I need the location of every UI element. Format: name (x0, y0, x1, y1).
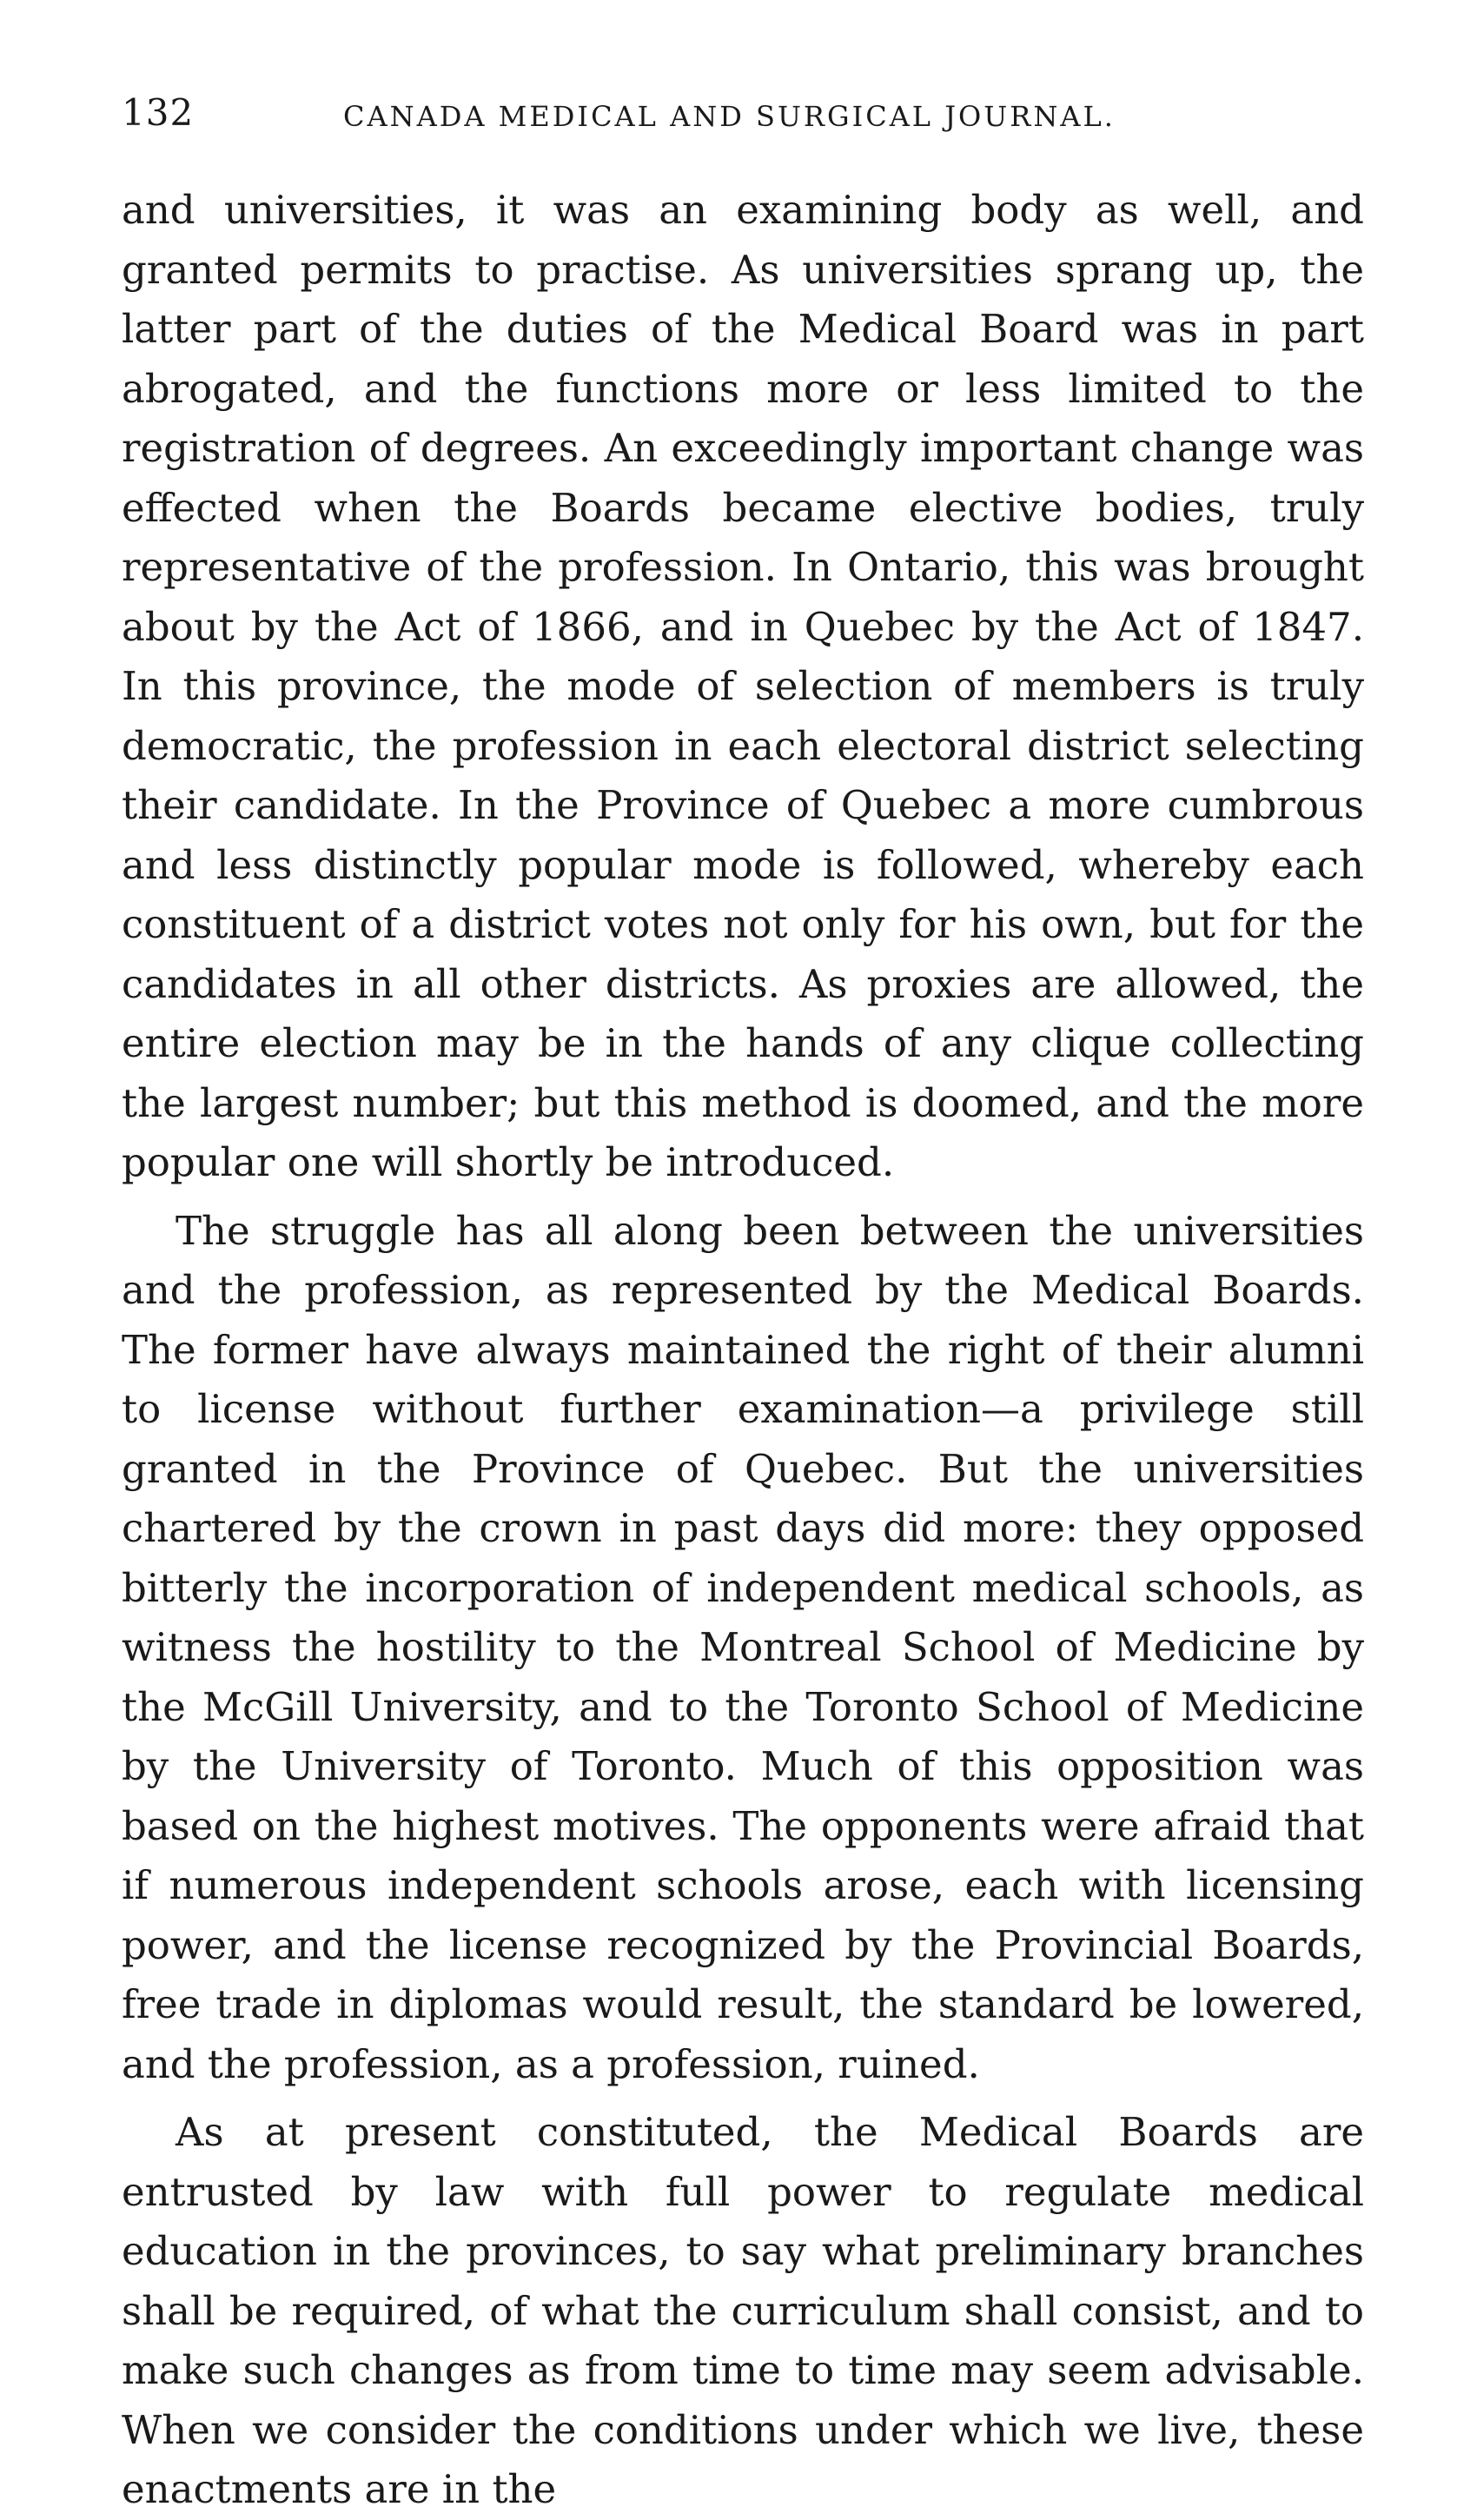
paragraph-continued: and universities, it was an examining body as well, and granted permits to practise. As universities sprang up, the latter part of the duties of the Medical Board was in part abrogated, and the functions more or less limited to the registration of degrees. An exceedingly important change was effected when the Boards became elective bodies, truly representative of the profession. In Ontario, this was brought about by the Act of 1866, and in Quebec by the Act of 1847. In this province, the mode of selection of members is truly democratic, the profession in each electoral district selecting their candidate. In the Province of Quebec a more cumbrous and less distinctly popular mode is followed, whereby each constituent of a district votes not only for his own, but for the candidates in all other districts. As proxies are allowed, the entire election may be in the hands of any clique collecting the largest number; but this method is doomed, and the more popular one will shortly be introduced. (122, 187, 1364, 1185)
body-text (122, 181, 1364, 2520)
paragraph-struggle: The struggle has all along been between the universities and the profession, as represented by the Medical Boards. The former have always maintained the right of their alumni to license without further examination—a privilege still granted in the Province of Quebec. But the universities chartered by the crown in past days did more: they opposed bitterly the incorporation of independent medical schools, as witness the hostility to the Montreal School of Medicine by the McGill University, and to the Toronto School of Medicine by the University of Toronto. Much of this opposition was based on the highest motives. The opponents were afraid that if numerous independent schools arose, each with licensing power, and the license recognized by the Provincial Boards, free trade in diplomas would result, the standard be lowered, and the profession, as a profession, ruined. (122, 1207, 1364, 2087)
paragraph-medical-boards: As at present constituted, the Medical Boards are entrusted by law with full power to regulate medical education in the provinces, to say what preliminary branches shall be required, of what the curriculum shall consist, and to make such changes as from time to time may seem advisable. When we consider the conditions under which we live, these enactments are in the (122, 2109, 1364, 2512)
running-header (122, 87, 1364, 139)
journal-title: CANADA MEDICAL AND SURGICAL JOURNAL. (343, 100, 1116, 133)
page-number: 132 (122, 91, 195, 134)
